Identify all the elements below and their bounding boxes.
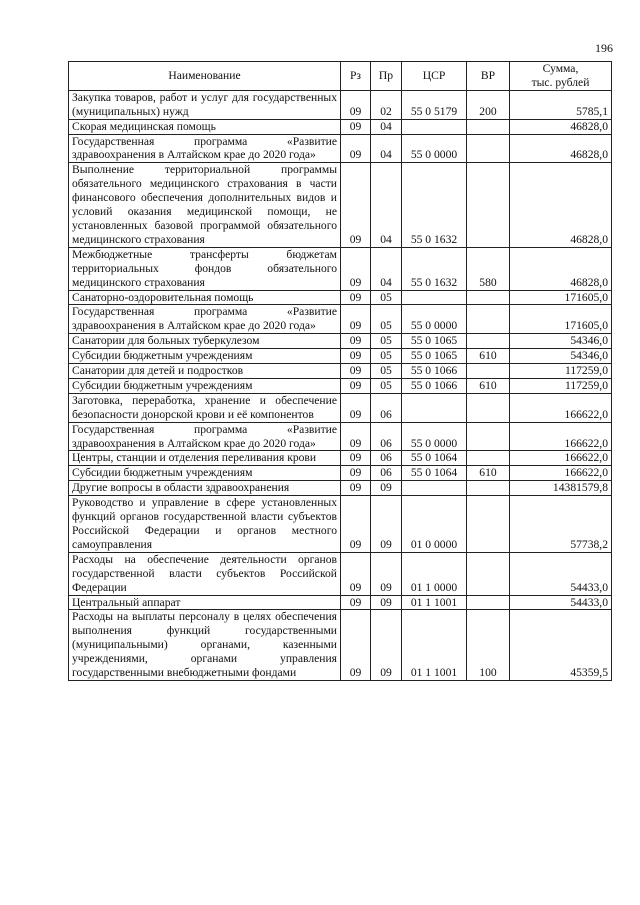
cell-pr: 09 xyxy=(371,552,402,595)
table-row xyxy=(69,422,612,451)
cell-csr: 55 0 0000 xyxy=(402,305,467,334)
cell-pr: 09 xyxy=(371,481,402,496)
cell-sum: 45359,5 xyxy=(510,610,612,681)
cell-vr xyxy=(467,364,510,379)
cell-pr: 02 xyxy=(371,90,402,119)
cell-csr xyxy=(402,290,467,305)
cell-pr: 04 xyxy=(371,119,402,134)
cell-vr: 100 xyxy=(467,610,510,681)
cell-name: Санатории для детей и подростков xyxy=(69,364,341,379)
cell-vr xyxy=(467,393,510,422)
table-row xyxy=(69,393,612,422)
cell-sum: 166622,0 xyxy=(510,393,612,422)
cell-rz: 09 xyxy=(341,334,371,349)
cell-sum: 171605,0 xyxy=(510,305,612,334)
header-name: Наименование xyxy=(69,62,341,91)
cell-name: Руководство и управление в сфере установленных функций органов государственной власти субъектов Российской Федерации и органов местного самоуправления xyxy=(69,496,341,553)
cell-rz: 09 xyxy=(341,451,371,466)
cell-rz: 09 xyxy=(341,393,371,422)
cell-pr: 05 xyxy=(371,378,402,393)
cell-vr xyxy=(467,290,510,305)
header-pr: Пр xyxy=(371,62,402,91)
cell-name: Закупка товаров, работ и услуг для государственных (муниципальных) нужд xyxy=(69,90,341,119)
cell-pr: 06 xyxy=(371,393,402,422)
cell-csr: 55 0 1065 xyxy=(402,334,467,349)
cell-rz: 09 xyxy=(341,349,371,364)
cell-name: Заготовка, переработка, хранение и обеспечение безопасности донорской крови и её компонентов xyxy=(69,393,341,422)
cell-rz: 09 xyxy=(341,364,371,379)
cell-csr xyxy=(402,481,467,496)
cell-csr: 55 0 0000 xyxy=(402,422,467,451)
cell-pr: 05 xyxy=(371,290,402,305)
cell-vr xyxy=(467,496,510,553)
cell-name: Центры, станции и отделения переливания крови xyxy=(69,451,341,466)
cell-name: Государственная программа «Развитие здравоохранения в Алтайском крае до 2020 года» xyxy=(69,422,341,451)
cell-name: Субсидии бюджетным учреждениям xyxy=(69,466,341,481)
table-row xyxy=(69,134,612,163)
cell-csr: 01 0 0000 xyxy=(402,496,467,553)
cell-name: Другие вопросы в области здравоохранения xyxy=(69,481,341,496)
cell-sum: 5785,1 xyxy=(510,90,612,119)
cell-rz: 09 xyxy=(341,466,371,481)
cell-rz: 09 xyxy=(341,119,371,134)
cell-vr: 200 xyxy=(467,90,510,119)
cell-vr xyxy=(467,451,510,466)
cell-name: Выполнение территориальной программы обязательного медицинского страхования в части финансового обеспечения дополнительных видов и условий оказания медицинской помощи, не установленных базовой программой обязательного медицинского страхования xyxy=(69,163,341,247)
table-row xyxy=(69,481,612,496)
cell-name: Межбюджетные трансферты бюджетам территориальных фондов обязательного медицинского страхования xyxy=(69,247,341,290)
table-row xyxy=(69,119,612,134)
cell-csr: 55 0 1066 xyxy=(402,378,467,393)
cell-rz: 09 xyxy=(341,552,371,595)
table-header xyxy=(69,62,612,91)
cell-pr: 05 xyxy=(371,334,402,349)
cell-vr xyxy=(467,134,510,163)
table-row xyxy=(69,496,612,553)
cell-rz: 09 xyxy=(341,305,371,334)
cell-csr: 55 0 1632 xyxy=(402,247,467,290)
table-row xyxy=(69,378,612,393)
cell-vr xyxy=(467,334,510,349)
cell-pr: 05 xyxy=(371,305,402,334)
header-csr: ЦСР xyxy=(402,62,467,91)
cell-pr: 04 xyxy=(371,247,402,290)
cell-rz: 09 xyxy=(341,481,371,496)
table-row xyxy=(69,466,612,481)
cell-csr xyxy=(402,393,467,422)
table-row xyxy=(69,163,612,247)
cell-pr: 09 xyxy=(371,496,402,553)
cell-rz: 09 xyxy=(341,90,371,119)
cell-vr xyxy=(467,119,510,134)
table-body xyxy=(69,90,612,680)
cell-sum: 14381579,8 xyxy=(510,481,612,496)
cell-rz: 09 xyxy=(341,163,371,247)
cell-rz: 09 xyxy=(341,134,371,163)
cell-pr: 06 xyxy=(371,451,402,466)
cell-sum: 117259,0 xyxy=(510,364,612,379)
cell-name: Государственная программа «Развитие здравоохранения в Алтайском крае до 2020 года» xyxy=(69,305,341,334)
cell-name: Субсидии бюджетным учреждениям xyxy=(69,349,341,364)
cell-name: Государственная программа «Развитие здравоохранения в Алтайском крае до 2020 года» xyxy=(69,134,341,163)
cell-sum: 166622,0 xyxy=(510,451,612,466)
table-row xyxy=(69,247,612,290)
cell-pr: 06 xyxy=(371,466,402,481)
cell-rz: 09 xyxy=(341,496,371,553)
cell-csr: 55 0 1632 xyxy=(402,163,467,247)
cell-pr: 04 xyxy=(371,163,402,247)
cell-name: Расходы на выплаты персоналу в целях обеспечения выполнения функций государственными (муниципальными) органами, казенными учреждениями, органами управления государственными внебюджетными фондами xyxy=(69,610,341,681)
cell-rz: 09 xyxy=(341,595,371,610)
cell-rz: 09 xyxy=(341,610,371,681)
header-sum-line1: Сумма, xyxy=(542,62,579,75)
table-row xyxy=(69,595,612,610)
cell-csr: 55 0 1064 xyxy=(402,451,467,466)
cell-sum: 54433,0 xyxy=(510,552,612,595)
cell-rz: 09 xyxy=(341,247,371,290)
cell-csr: 01 1 0000 xyxy=(402,552,467,595)
table-row xyxy=(69,610,612,681)
cell-vr xyxy=(467,552,510,595)
cell-sum: 46828,0 xyxy=(510,163,612,247)
cell-csr xyxy=(402,119,467,134)
cell-csr: 01 1 1001 xyxy=(402,595,467,610)
cell-sum: 57738,2 xyxy=(510,496,612,553)
cell-csr: 55 0 0000 xyxy=(402,134,467,163)
cell-vr: 610 xyxy=(467,378,510,393)
cell-sum: 54433,0 xyxy=(510,595,612,610)
cell-pr: 04 xyxy=(371,134,402,163)
cell-csr: 55 0 5179 xyxy=(402,90,467,119)
cell-name: Санатории для больных туберкулезом xyxy=(69,334,341,349)
table-row xyxy=(69,349,612,364)
cell-vr xyxy=(467,422,510,451)
cell-vr xyxy=(467,163,510,247)
cell-pr: 06 xyxy=(371,422,402,451)
cell-csr: 55 0 1065 xyxy=(402,349,467,364)
cell-vr xyxy=(467,481,510,496)
cell-name: Санаторно-оздоровительная помощь xyxy=(69,290,341,305)
header-sum-line2: тыс. рублей xyxy=(531,75,590,89)
cell-sum: 117259,0 xyxy=(510,378,612,393)
budget-table xyxy=(68,61,612,681)
cell-name: Расходы на обеспечение деятельности органов государственной власти субъектов Российской Федерации xyxy=(69,552,341,595)
cell-vr xyxy=(467,305,510,334)
page-number: 196 xyxy=(595,41,613,55)
cell-sum: 166622,0 xyxy=(510,422,612,451)
cell-csr: 55 0 1064 xyxy=(402,466,467,481)
cell-sum: 171605,0 xyxy=(510,290,612,305)
cell-sum: 54346,0 xyxy=(510,334,612,349)
cell-vr: 610 xyxy=(467,349,510,364)
cell-vr: 580 xyxy=(467,247,510,290)
header-rz: Рз xyxy=(341,62,371,91)
cell-name: Субсидии бюджетным учреждениям xyxy=(69,378,341,393)
cell-name: Центральный аппарат xyxy=(69,595,341,610)
cell-pr: 05 xyxy=(371,349,402,364)
table-row xyxy=(69,451,612,466)
cell-sum: 46828,0 xyxy=(510,247,612,290)
cell-csr: 55 0 1066 xyxy=(402,364,467,379)
header-sum xyxy=(510,62,612,91)
cell-sum: 46828,0 xyxy=(510,134,612,163)
header-vr: ВР xyxy=(467,62,510,91)
table-row xyxy=(69,305,612,334)
cell-csr: 01 1 1001 xyxy=(402,610,467,681)
cell-sum: 166622,0 xyxy=(510,466,612,481)
table-row xyxy=(69,552,612,595)
cell-sum: 46828,0 xyxy=(510,119,612,134)
table-row xyxy=(69,334,612,349)
cell-name: Скорая медицинская помощь xyxy=(69,119,341,134)
cell-pr: 09 xyxy=(371,610,402,681)
cell-rz: 09 xyxy=(341,378,371,393)
cell-rz: 09 xyxy=(341,290,371,305)
table-row xyxy=(69,90,612,119)
table-row xyxy=(69,290,612,305)
table-row xyxy=(69,364,612,379)
cell-vr xyxy=(467,595,510,610)
cell-pr: 05 xyxy=(371,364,402,379)
cell-rz: 09 xyxy=(341,422,371,451)
cell-sum: 54346,0 xyxy=(510,349,612,364)
cell-pr: 09 xyxy=(371,595,402,610)
cell-vr: 610 xyxy=(467,466,510,481)
